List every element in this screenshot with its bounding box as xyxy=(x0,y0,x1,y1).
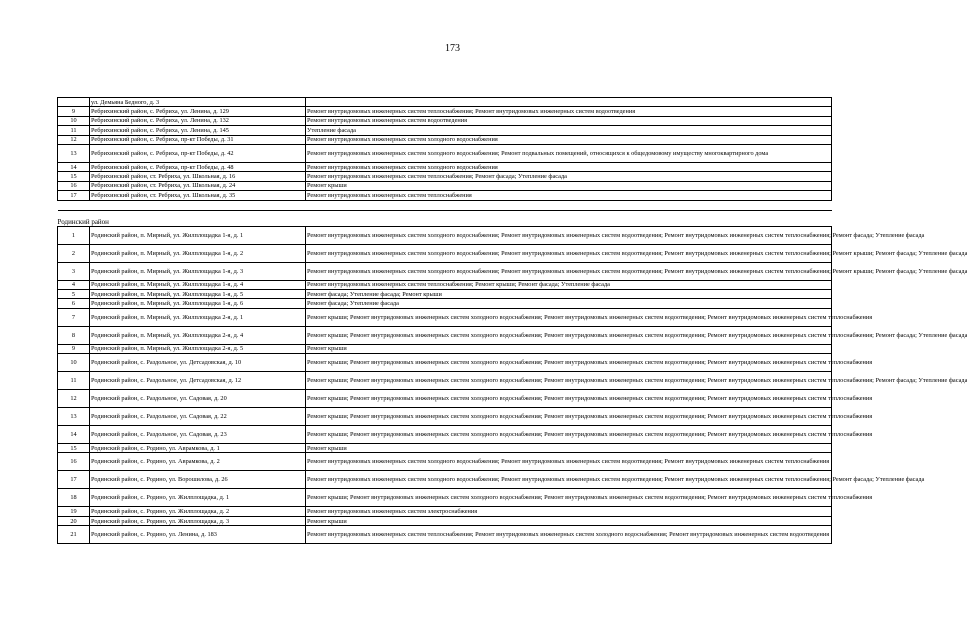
row-work-types: Ремонт внутридомовых инженерных систем электроснабжения xyxy=(306,507,832,516)
row-work-types: Ремонт крыши; Ремонт внутридомовых инженерных систем холодного водоснабжения; Ремонт внутридомовых инженерных систем водоотведения; Ремонт внутридомовых инженерных систем теплоснабжения; Ремонт фасада; Утепление фасада xyxy=(306,326,832,344)
row-address: Родинский район, с. Родино, ул. Ворошилова, д. 26 xyxy=(90,471,306,489)
row-number: 1 xyxy=(58,226,90,244)
row-address: Родинский район, с. Родино, ул. Аврамкова, д. 2 xyxy=(90,453,306,471)
table-body xyxy=(57,98,967,544)
row-address: Ребрихинский район, с. Ребриха, ул. Ленина, д. 132 xyxy=(90,116,306,125)
table-row xyxy=(58,126,832,135)
row-address: Родинский район, п. Мирный, ул. Жилплощадка 1-я, д. 6 xyxy=(90,299,306,308)
row-address: Родинский район, с. Родино, ул. Жилплощадка, д. 3 xyxy=(90,516,306,525)
row-number: 9 xyxy=(58,107,90,116)
row-address: Ребрихинский район, с. Ребриха, пр-кт Победы, д. 31 xyxy=(90,135,306,144)
row-work-types: Ремонт крыши xyxy=(306,516,832,525)
table-row xyxy=(58,344,832,353)
table-row xyxy=(58,372,832,390)
table-row xyxy=(58,390,832,408)
row-work-types: Ремонт внутридомовых инженерных систем водоотведения xyxy=(306,116,832,125)
gap-cell xyxy=(306,200,832,210)
row-address: Родинский район, с. Раздольное, ул. Садовая, д. 20 xyxy=(90,390,306,408)
row-number: 16 xyxy=(58,181,90,190)
row-address: Ребрихинский район, ст. Ребриха, ул. Школьная, д. 16 xyxy=(90,172,306,181)
row-address: Родинский район, п. Мирный, ул. Жилплощадка 1-я, д. 1 xyxy=(90,226,306,244)
row-address: Родинский район, п. Мирный, ул. Жилплощадка 1-я, д. 5 xyxy=(90,289,306,298)
table-row xyxy=(58,172,832,181)
row-address: Ребрихинский район, с. Ребриха, ул. Ленина, д. 145 xyxy=(90,126,306,135)
row-work-types: Ремонт внутридомовых инженерных систем теплоснабжения; Ремонт внутридомовых инженерных систем холодного водоснабжения; Ремонт внутридомовых инженерных систем водоотведения xyxy=(306,526,832,544)
row-address: Родинский район, п. Мирный, ул. Жилплощадка 2-я, д. 1 xyxy=(90,308,306,326)
row-work-types: Ремонт крыши; Ремонт внутридомовых инженерных систем холодного водоснабжения; Ремонт внутридомовых инженерных систем водоотведения; Ремонт внутридомовых инженерных систем теплоснабжения xyxy=(306,308,832,326)
row-work-types: Ремонт внутридомовых инженерных систем холодного водоснабжения; Ремонт подвальных помещений, относящихся к общедомовому имуществу многоквартирного дома xyxy=(306,144,832,162)
gap-cell xyxy=(90,200,306,210)
row-address: Родинский район, с. Раздольное, ул. Детсадовская, д. 12 xyxy=(90,372,306,390)
row-work-types: Утепление фасада xyxy=(306,126,832,135)
row-number: 18 xyxy=(58,489,90,507)
table-row xyxy=(58,489,832,507)
table-row xyxy=(58,471,832,489)
row-number: 14 xyxy=(58,162,90,171)
row-number: 4 xyxy=(58,280,90,289)
row-number: 10 xyxy=(58,116,90,125)
row-number: 8 xyxy=(58,326,90,344)
row-address: Ребрихинский район, с. Ребриха, пр-кт Победы, д. 48 xyxy=(90,162,306,171)
section-heading-row xyxy=(58,210,832,226)
table-row xyxy=(58,299,832,308)
row-number: 15 xyxy=(58,444,90,453)
row-number: 15 xyxy=(58,172,90,181)
row-work-types: Ремонт крыши; Ремонт внутридомовых инженерных систем холодного водоснабжения; Ремонт внутридомовых инженерных систем водоотведения; Ремонт внутридомовых инженерных систем теплоснабжения xyxy=(306,354,832,372)
table-row xyxy=(58,289,832,298)
table-row xyxy=(58,107,832,116)
row-number: 20 xyxy=(58,516,90,525)
repair-schedule-table xyxy=(57,97,967,544)
row-work-types: Ремонт крыши; Ремонт внутридомовых инженерных систем холодного водоснабжения; Ремонт внутридомовых инженерных систем водоотведения; Ремонт внутридомовых инженерных систем теплоснабжения xyxy=(306,390,832,408)
row-number: 19 xyxy=(58,507,90,516)
table-row xyxy=(58,308,832,326)
table-row xyxy=(58,354,832,372)
row-work-types: Ремонт внутридомовых инженерных систем холодного водоснабжения; Ремонт внутридомовых инженерных систем водоотведения; Ремонт внутридомовых инженерных систем теплоснабжения xyxy=(306,453,832,471)
row-number: 11 xyxy=(58,126,90,135)
table-row xyxy=(58,516,832,525)
row-address: Родинский район, п. Мирный, ул. Жилплощадка 2-я, д. 5 xyxy=(90,344,306,353)
row-number: 10 xyxy=(58,354,90,372)
gap-cell xyxy=(58,200,90,210)
table-row xyxy=(58,444,832,453)
row-number: 3 xyxy=(58,262,90,280)
row-number: 6 xyxy=(58,299,90,308)
table-row xyxy=(58,507,832,516)
row-number: 11 xyxy=(58,372,90,390)
table-row xyxy=(58,135,832,144)
table-row xyxy=(58,280,832,289)
row-address: Родинский район, с. Раздольное, ул. Садовая, д. 23 xyxy=(90,426,306,444)
row-number: 13 xyxy=(58,408,90,426)
table-row xyxy=(58,526,832,544)
row-work-types: Ремонт крыши xyxy=(306,344,832,353)
row-work-types: Ремонт крыши; Ремонт внутридомовых инженерных систем холодного водоснабжения; Ремонт внутридомовых инженерных систем водоотведения; Ремонт внутридомовых инженерных систем теплоснабжения xyxy=(306,408,832,426)
table-row xyxy=(58,116,832,125)
row-work-types: Ремонт внутридомовых инженерных систем холодного водоснабжения xyxy=(306,162,832,171)
row-work-types: Ремонт внутридомовых инженерных систем холодного водоснабжения; Ремонт внутридомовых инженерных систем водоотведения; Ремонт внутридомовых инженерных систем теплоснабжения; Ремонт крыши; Ремонт фасада; Утепление фасада xyxy=(306,262,832,280)
row-work-types: Ремонт крыши xyxy=(306,444,832,453)
row-address: Родинский район, с. Родино, ул. Жилплощадка, д. 2 xyxy=(90,507,306,516)
table-row xyxy=(58,98,832,107)
row-work-types: Ремонт крыши; Ремонт внутридомовых инженерных систем холодного водоснабжения; Ремонт внутридомовых инженерных систем водоотведения; Ремонт внутридомовых инженерных систем теплоснабжения xyxy=(306,489,832,507)
row-work-types: Ремонт внутридомовых инженерных систем теплоснабжения; Ремонт крыши; Ремонт фасада; Утепление фасада xyxy=(306,280,832,289)
row-address: Родинский район, с. Раздольное, ул. Садовая, д. 22 xyxy=(90,408,306,426)
row-address: Родинский район, с. Родино, ул. Жилплощадка, д. 1 xyxy=(90,489,306,507)
row-work-types: Ремонт фасада; Утепление фасада; Ремонт крыши xyxy=(306,289,832,298)
row-address: Ребрихинский район, ст. Ребриха, ул. Школьная, д. 35 xyxy=(90,191,306,200)
row-work-types: Ремонт крыши; Ремонт внутридомовых инженерных систем холодного водоснабжения; Ремонт внутридомовых инженерных систем водоотведения; Ремонт внутридомовых инженерных систем теплоснабжения xyxy=(306,426,832,444)
row-number: 12 xyxy=(58,135,90,144)
table-row xyxy=(58,244,832,262)
row-number: 17 xyxy=(58,471,90,489)
row-address: Родинский район, п. Мирный, ул. Жилплощадка 1-я, д. 2 xyxy=(90,244,306,262)
row-number: 13 xyxy=(58,144,90,162)
row-work-types: Ремонт внутридомовых инженерных систем теплоснабжения; Ремонт внутридомовых инженерных систем водоотведения xyxy=(306,107,832,116)
row-address: Ребрихинский район, с. Ребриха, пр-кт Победы, д. 42 xyxy=(90,144,306,162)
row-number: 9 xyxy=(58,344,90,353)
row-work-types: Ремонт фасада; Утепление фасада xyxy=(306,299,832,308)
row-number: 7 xyxy=(58,308,90,326)
section-gap xyxy=(58,200,832,210)
row-address: Ребрихинский район, с. Ребриха, ул. Ленина, д. 129 xyxy=(90,107,306,116)
row-address: ул. Демьяна Бедного, д. 3 xyxy=(90,98,306,107)
row-work-types: Ремонт внутридомовых инженерных систем холодного водоснабжения; Ремонт внутридомовых инженерных систем водоотведения; Ремонт внутридомовых инженерных систем теплоснабжения; Ремонт крыши; Ремонт фасада; Утепление фасада xyxy=(306,244,832,262)
row-number xyxy=(58,98,90,107)
row-number: 2 xyxy=(58,244,90,262)
table-row xyxy=(58,226,832,244)
table-row xyxy=(58,453,832,471)
row-work-types xyxy=(306,98,832,107)
table-row xyxy=(58,326,832,344)
row-work-types: Ремонт крыши; Ремонт внутридомовых инженерных систем холодного водоснабжения; Ремонт внутридомовых инженерных систем водоотведения; Ремонт внутридомовых инженерных систем теплоснабжения; Ремонт фасада; Утепление фасада xyxy=(306,372,832,390)
table-row xyxy=(58,162,832,171)
row-number: 21 xyxy=(58,526,90,544)
row-work-types: Ремонт внутридомовых инженерных систем холодного водоснабжения; Ремонт внутридомовых инженерных систем водоотведения; Ремонт внутридомовых инженерных систем теплоснабжения; Ремонт фасада; Утепление фасада xyxy=(306,226,832,244)
row-address: Ребрихинский район, ст. Ребриха, ул. Школьная, д. 24 xyxy=(90,181,306,190)
section-title: Родинский район xyxy=(57,217,109,226)
row-address: Родинский район, п. Мирный, ул. Жилплощадка 2-я, д. 4 xyxy=(90,326,306,344)
row-number: 16 xyxy=(58,453,90,471)
table-row xyxy=(58,262,832,280)
row-work-types: Ремонт внутридомовых инженерных систем теплоснабжения; Ремонт фасада; Утепление фасада xyxy=(306,172,832,181)
table-row xyxy=(58,426,832,444)
row-number: 12 xyxy=(58,390,90,408)
row-number: 5 xyxy=(58,289,90,298)
row-work-types: Ремонт внутридомовых инженерных систем теплоснабжения xyxy=(306,191,832,200)
row-work-types: Ремонт крыши xyxy=(306,181,832,190)
row-number: 14 xyxy=(58,426,90,444)
row-address: Родинский район, с. Родино, ул. Ленина, д. 183 xyxy=(90,526,306,544)
row-address: Родинский район, п. Мирный, ул. Жилплощадка 1-я, д. 4 xyxy=(90,280,306,289)
table-row xyxy=(58,144,832,162)
row-address: Родинский район, с. Раздольное, ул. Детсадовская, д. 10 xyxy=(90,354,306,372)
row-work-types: Ремонт внутридомовых инженерных систем холодного водоснабжения; Ремонт внутридомовых инженерных систем водоотведения; Ремонт внутридомовых инженерных систем теплоснабжения; Ремонт фасада; Утепление фасада xyxy=(306,471,832,489)
table-row xyxy=(58,181,832,190)
page-number: 173 xyxy=(445,43,460,54)
row-address: Родинский район, п. Мирный, ул. Жилплощадка 1-я, д. 3 xyxy=(90,262,306,280)
row-address: Родинский район, с. Родино, ул. Аврамкова, д. 1 xyxy=(90,444,306,453)
table-row xyxy=(58,408,832,426)
table-row xyxy=(58,191,832,200)
row-work-types: Ремонт внутридомовых инженерных систем холодного водоснабжения xyxy=(306,135,832,144)
row-number: 17 xyxy=(58,191,90,200)
